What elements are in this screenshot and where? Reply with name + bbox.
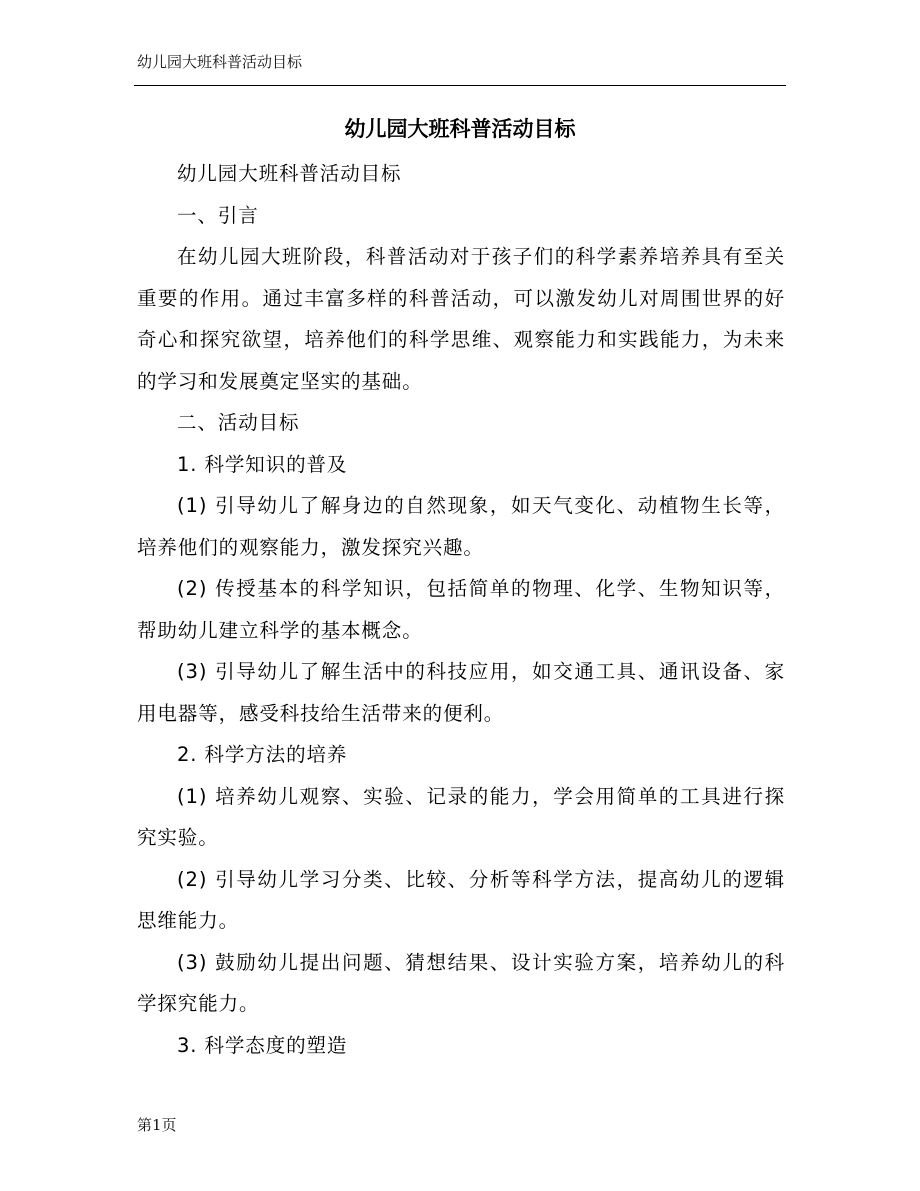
subheading-knowledge: 1. 科学知识的普及 xyxy=(177,452,348,476)
section-heading-goals: 二、活动目标 xyxy=(177,411,300,434)
list-item-knowledge-3: (3) 引导幼儿了解生活中的科技应用，如交通工具、通讯设备、家用电器等，感受科技给生活带来的便利。 xyxy=(137,660,785,725)
running-header: 幼儿园大班科普活动目标 xyxy=(137,53,303,71)
header-rule xyxy=(134,85,786,86)
list-item-methods-3: (3) 鼓励幼儿提出问题、猜想结果、设计实验方案，培养幼儿的科学探究能力。 xyxy=(137,950,785,1015)
subtitle-paragraph: 幼儿园大班科普活动目标 xyxy=(177,162,402,185)
list-item-methods-2: (2) 引导幼儿学习分类、比较、分析等科学方法，提高幼儿的逻辑思维能力。 xyxy=(137,867,785,932)
page-number: 第1页 xyxy=(137,1116,177,1134)
list-item-knowledge-2: (2) 传授基本的科学知识，包括简单的物理、化学、生物知识等，帮助幼儿建立科学的基本概念。 xyxy=(137,577,785,642)
list-item-methods-1: (1) 培养幼儿观察、实验、记录的能力，学会用简单的工具进行探究实验。 xyxy=(137,784,785,849)
list-item-knowledge-1: (1) 引导幼儿了解身边的自然现象，如天气变化、动植物生长等，培养他们的观察能力，激发探究兴趣。 xyxy=(137,494,785,559)
document-title: 幼儿园大班科普活动目标 xyxy=(344,117,576,141)
document-body xyxy=(137,153,785,1066)
subheading-attitude: 3. 科学态度的塑造 xyxy=(177,1033,348,1057)
subheading-methods: 2. 科学方法的培养 xyxy=(177,743,348,766)
section-heading-introduction: 一、引言 xyxy=(177,203,259,227)
introduction-paragraph: 在幼儿园大班阶段，科普活动对于孩子们的科学素养培养具有至关重要的作用。通过丰富多样的科普活动，可以激发幼儿对周围世界的好奇心和探究欲望，培养他们的科学思维、观察能力和实践能力，为未来的学习和发展奠定坚实的基础。 xyxy=(137,245,785,393)
